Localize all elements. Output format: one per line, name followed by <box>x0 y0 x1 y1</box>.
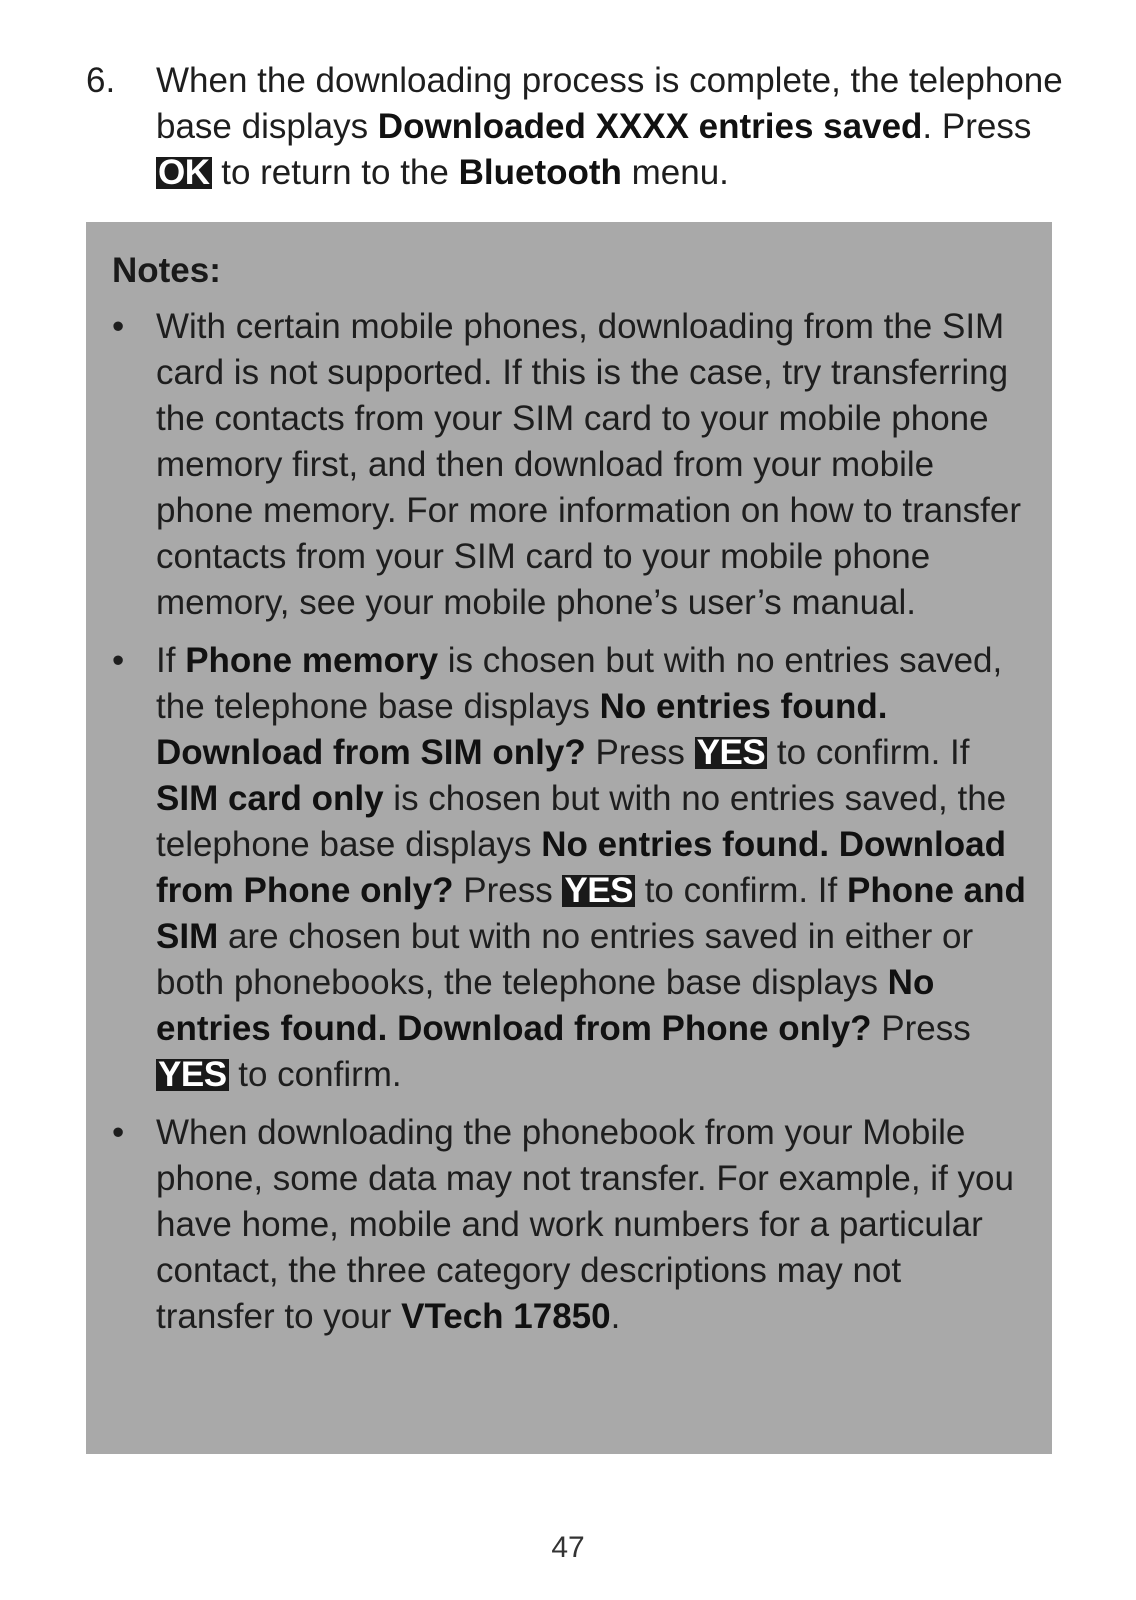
step-text-part: menu. <box>621 153 729 192</box>
step-text-part: When the downloading process is complete, the telephone base displays <box>156 61 1063 146</box>
product-name: VTech 17850 <box>401 1297 611 1336</box>
step-text-part: to return to the <box>211 153 459 192</box>
option-phone-memory: Phone memory <box>185 641 439 680</box>
step-6 <box>86 58 1066 196</box>
note-text: to confirm. <box>228 1055 402 1094</box>
note-text: When downloading the phonebook from your Mobile phone, some data may not transfer. For example, if you have home, mobile and work numbers for a particular contact, the three category descriptions may not transfer to your <box>156 1113 1014 1336</box>
option-sim-card-only: SIM card only <box>156 779 384 818</box>
display-message: No entries found. Download from Phone only? <box>156 963 935 1048</box>
notes-list <box>86 304 1026 1352</box>
note-item-sim-support <box>86 304 1026 626</box>
option-phone-and-sim: Phone and SIM <box>156 871 1026 956</box>
step-text-part: . Press <box>922 107 1032 146</box>
menu-name: Bluetooth <box>458 153 622 192</box>
note-text: is chosen but with no entries saved, the telephone base displays <box>156 641 1003 726</box>
note-text: Press <box>585 733 695 772</box>
notes-title: Notes: <box>112 251 221 290</box>
display-message: No entries found. Download from SIM only? <box>156 687 888 772</box>
step-text <box>156 58 1066 196</box>
display-message: Downloaded XXXX entries saved <box>377 107 923 146</box>
note-text: to confirm. If <box>634 871 847 910</box>
note-item-no-entries <box>86 638 1026 1098</box>
note-text: . <box>610 1297 621 1336</box>
note-text: to confirm. If <box>767 733 970 772</box>
bullet-icon: • <box>112 641 125 680</box>
notes-box <box>86 222 1052 1454</box>
note-text: are chosen but with no entries saved in either or both phonebooks, the telephone base displays <box>156 917 974 1002</box>
note-item-data-transfer <box>86 1110 1026 1340</box>
display-message: No entries found. Download from Phone only? <box>156 825 1006 910</box>
yes-key-icon: YES <box>696 733 766 772</box>
step-number: 6. <box>86 61 116 100</box>
note-text: is chosen but with no entries saved, the telephone base displays <box>156 779 1007 864</box>
yes-key-icon: YES <box>564 871 633 910</box>
yes-key-icon: YES <box>158 1055 227 1094</box>
ok-key-icon: OK <box>158 153 210 192</box>
bullet-icon: • <box>112 1113 125 1152</box>
note-text: Press <box>453 871 563 910</box>
note-text: If <box>156 641 186 680</box>
note-text: Press <box>871 1009 971 1048</box>
bullet-icon: • <box>112 307 125 346</box>
page-number: 47 <box>551 1531 585 1564</box>
note-text: With certain mobile phones, downloading from the SIM card is not supported. If this is the case, try transferring the contacts from your SIM card to your mobile phone memory first, and then download from your mobile phone memory. For more information on how to transfer contacts from your SIM card to your mobile phone memory, see your mobile phone’s user’s manual. <box>156 307 1022 622</box>
